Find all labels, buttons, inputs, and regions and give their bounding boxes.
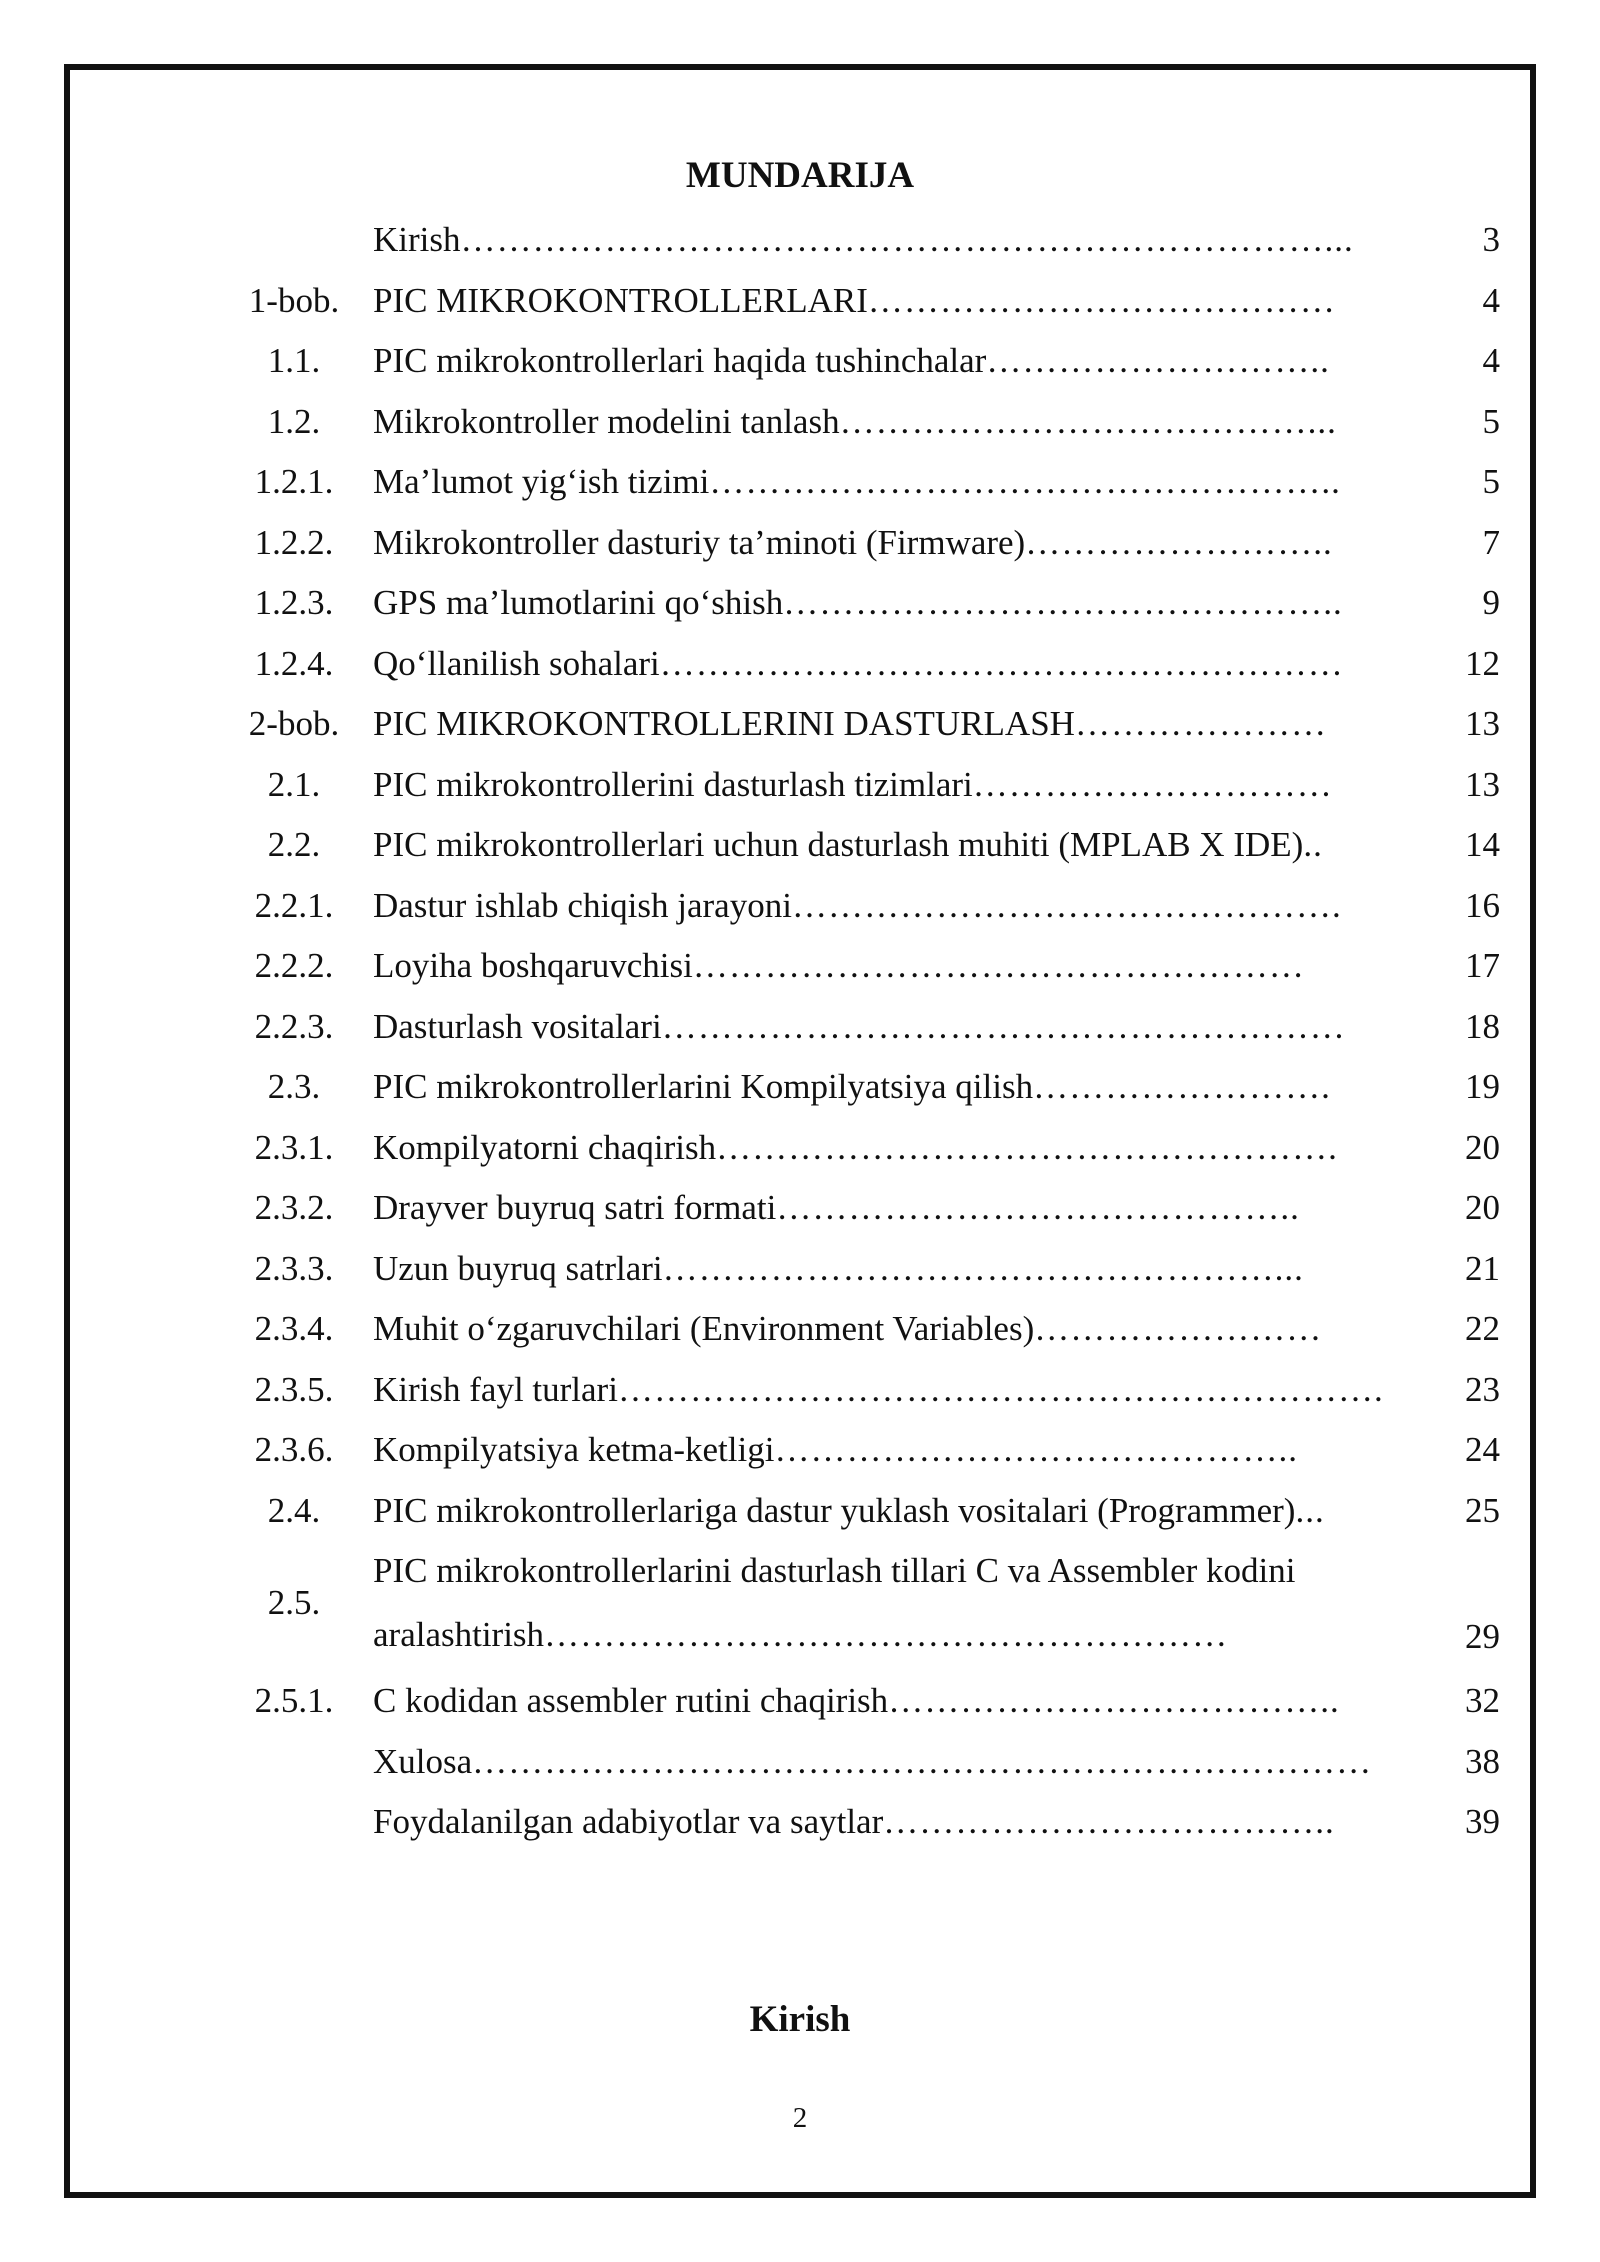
toc-entry-number: 2.3.2. — [254, 1188, 334, 1227]
toc-entry-page: 20 — [1465, 1188, 1500, 1227]
table-of-contents — [0, 210, 1600, 1853]
toc-leader-dots: ……………………………………………... — [662, 1248, 1304, 1288]
toc-entry — [0, 452, 1600, 513]
toc-entry — [0, 392, 1600, 453]
toc-entry — [0, 513, 1600, 574]
toc-entry-number: 2.3.4. — [254, 1309, 334, 1348]
toc-leader-dots: ……………………………….. — [883, 1802, 1335, 1841]
toc-entry-number: 2.3. — [267, 1067, 321, 1106]
toc-entry — [0, 331, 1600, 392]
toc-entry — [0, 1360, 1600, 1421]
toc-entry-title: Loyiha boshqaruvchisi — [373, 946, 693, 985]
toc-leader-dots: ……………………. — [1033, 1067, 1331, 1106]
toc-entry-number: 2.2.1. — [254, 885, 334, 925]
toc-entry-text — [373, 1420, 1403, 1480]
toc-entry-page: 16 — [1465, 885, 1500, 925]
toc-entry-page: 38 — [1465, 1741, 1500, 1781]
toc-entry-number: 1.2.2. — [254, 522, 334, 562]
toc-entry-text — [373, 452, 1403, 512]
toc-entry-page: 18 — [1465, 1006, 1500, 1046]
toc-entry-number: 2.3.5. — [254, 1369, 334, 1409]
toc-entry-text — [373, 694, 1403, 754]
toc-leader-dots: ………………………………… — [867, 280, 1336, 320]
toc-entry-page: 4 — [1482, 280, 1500, 320]
toc-entry-text — [373, 1178, 1403, 1238]
toc-entry-text — [373, 1732, 1403, 1792]
toc-leader-dots: ……………………………………….. — [783, 583, 1343, 622]
toc-entry-number: 2.3.1. — [254, 1127, 334, 1167]
toc-entry-title: PIC MIKROKONTROLLERINI DASTURLASH — [373, 704, 1075, 743]
toc-entry-title: PIC mikrokontrollerini dasturlash tizimlari — [373, 764, 973, 804]
toc-entry-number: 1.2.1. — [254, 462, 334, 501]
toc-leader-dots: ………………… — [1074, 704, 1327, 743]
toc-entry-page: 17 — [1465, 946, 1500, 985]
toc-entry — [0, 755, 1600, 816]
toc-leader-dots: …………………………………... — [839, 401, 1337, 441]
toc-entry-title: PIC mikrokontrollerlarini Kompilyatsiya qilish — [373, 1067, 1034, 1106]
toc-leader-dots: …………………………………….. — [774, 1430, 1298, 1469]
toc-entry-page: 22 — [1465, 1309, 1500, 1348]
toc-entry — [0, 1481, 1600, 1542]
toc-leader-dots: ………………………………………………………………... — [460, 220, 1354, 259]
toc-entry — [0, 876, 1600, 937]
toc-entry-page: 21 — [1465, 1248, 1500, 1288]
toc-entry — [0, 936, 1600, 997]
toc-entry — [0, 1057, 1600, 1118]
toc-entry-page: 13 — [1465, 764, 1500, 804]
toc-entry-text — [373, 1118, 1403, 1178]
toc-entry-page: 20 — [1465, 1127, 1500, 1167]
toc-entry-page: 25 — [1465, 1490, 1500, 1530]
toc-leader-dots: ………………………………………………… — [661, 1006, 1346, 1046]
toc-entry-title: Ma’lumot yig‘ish tizimi — [373, 462, 710, 501]
toc-entry-title: Dasturlash vositalari — [373, 1006, 662, 1046]
toc-entry-page: 7 — [1482, 522, 1500, 562]
toc-leader-dots: …………………… — [1034, 1309, 1323, 1348]
toc-entry-number: 2.2. — [267, 825, 321, 864]
toc-entry — [0, 1299, 1600, 1360]
toc-entry-page: 5 — [1482, 401, 1500, 441]
toc-entry-title: PIC MIKROKONTROLLERLARI — [373, 280, 868, 320]
toc-entry-page: 3 — [1482, 220, 1500, 259]
toc-entry-number: 1.2. — [267, 401, 321, 441]
toc-entry-page: 24 — [1465, 1430, 1500, 1469]
toc-entry — [0, 1239, 1600, 1300]
toc-entry-text — [373, 1671, 1403, 1731]
toc-entry-number: 2.2.2. — [254, 946, 334, 985]
toc-entry-number: 1.1. — [267, 341, 321, 380]
toc-entry — [0, 271, 1600, 332]
toc-leader-dots: …………………………………………… — [692, 946, 1305, 985]
toc-leader-dots: ………………………………………………… — [659, 643, 1344, 683]
toc-entry-page: 39 — [1465, 1802, 1500, 1841]
toc-entry-title: PIC mikrokontrollerlarini dasturlash tillari C va Assembler kodini — [373, 1551, 1296, 1590]
toc-entry-title: Kompilyatorni chaqirish — [373, 1127, 717, 1167]
toc-entry-title: Kirish — [373, 220, 461, 259]
toc-entry-number: 1.2.3. — [254, 583, 334, 622]
toc-entry-title: Foydalanilgan adabiyotlar va saytlar — [373, 1802, 884, 1841]
toc-entry — [0, 1420, 1600, 1481]
toc-entry-number: 2.5. — [267, 1583, 321, 1622]
toc-entry — [0, 997, 1600, 1058]
toc-entry — [0, 634, 1600, 695]
toc-entry-page: 19 — [1465, 1067, 1500, 1106]
toc-entry-text — [373, 1792, 1403, 1852]
toc-entry-text — [373, 1057, 1403, 1117]
toc-leader-dots: ………………………………………………… — [544, 1615, 1229, 1654]
toc-entry-page: 29 — [1465, 1617, 1500, 1656]
toc-entry-text — [373, 997, 1403, 1057]
toc-entry-title-line2: aralashtirish — [373, 1615, 545, 1654]
toc-leader-dots: …………………….. — [1025, 522, 1333, 562]
toc-entry — [0, 1178, 1600, 1239]
toc-entry-page: 4 — [1482, 341, 1500, 380]
toc-entry-title: Mikrokontroller dasturiy ta’minoti (Firmware) — [373, 522, 1026, 562]
toc-entry-text — [373, 392, 1403, 452]
toc-entry-title: PIC mikrokontrollerlari uchun dasturlash muhiti (MPLAB X IDE) — [373, 825, 1304, 864]
toc-leader-dots: ……………………………….. — [888, 1681, 1340, 1720]
toc-entry — [0, 694, 1600, 755]
toc-entry-text — [373, 1541, 1403, 1665]
toc-entry-text — [373, 331, 1403, 391]
toc-entry-number: 2.3.6. — [254, 1430, 334, 1469]
toc-leader-dots: ……………………………………………. — [716, 1127, 1338, 1167]
toc-entry-number: 1.2.4. — [254, 643, 334, 683]
toc-entry-text — [373, 1360, 1403, 1420]
toc-entry-page: 14 — [1465, 825, 1500, 864]
toc-entry-page: 12 — [1465, 643, 1500, 683]
toc-leader-dots: .. — [1303, 825, 1323, 864]
toc-entry — [0, 1671, 1600, 1732]
toc-entry-text — [373, 271, 1403, 331]
toc-entry-page: 32 — [1465, 1681, 1500, 1720]
toc-leader-dots: …………………………………………….. — [709, 462, 1341, 501]
toc-leader-dots: ……………………….. — [986, 341, 1330, 380]
toc-entry-title: Qo‘llanilish sohalari — [373, 643, 660, 683]
toc-entry-title-continued — [373, 1605, 1403, 1665]
toc-entry-title: Xulosa — [373, 1741, 473, 1781]
toc-entry-text — [373, 634, 1403, 694]
toc-entry-text — [373, 210, 1403, 270]
toc-entry — [0, 1792, 1600, 1853]
toc-entry-title: Muhit o‘zgaruvchilari (Environment Variables) — [373, 1309, 1035, 1348]
toc-title: MUNDARIJA — [685, 155, 915, 196]
toc-leader-dots: ………………………………………………………………… — [472, 1741, 1373, 1781]
toc-entry-number: 2.3.3. — [254, 1248, 334, 1288]
toc-entry-title: PIC mikrokontrollerlariga dastur yuklash vositalari (Programmer) — [373, 1490, 1296, 1530]
toc-entry — [0, 1118, 1600, 1179]
toc-entry-title: C kodidan assembler rutini chaqirish — [373, 1681, 889, 1720]
page-number: 2 — [792, 2102, 808, 2134]
toc-leader-dots: ………………………… — [972, 764, 1333, 804]
toc-entry — [0, 815, 1600, 876]
toc-entry-title: Kirish fayl turlari — [373, 1369, 618, 1409]
toc-entry-number: 2.5.1. — [254, 1681, 334, 1720]
toc-entry-text — [373, 1481, 1403, 1541]
toc-entry — [0, 1732, 1600, 1793]
toc-entry-number: 2.4. — [267, 1490, 321, 1530]
toc-entry-text — [373, 876, 1403, 936]
toc-entry-title: Kompilyatsiya ketma-ketligi — [373, 1430, 775, 1469]
section-heading: Kirish — [749, 1999, 851, 2040]
toc-entry-number: 2.1. — [267, 764, 321, 804]
toc-entry-title: PIC mikrokontrollerlari haqida tushinchalar — [373, 341, 987, 380]
toc-entry-title: Mikrokontroller modelini tanlash — [373, 401, 840, 441]
toc-leader-dots: ………………………………………………………. — [617, 1369, 1384, 1409]
toc-entry-text — [373, 573, 1403, 633]
toc-entry — [0, 210, 1600, 271]
toc-entry-text — [373, 513, 1403, 573]
toc-entry-text — [373, 755, 1403, 815]
toc-leader-dots: ………………………………………. — [791, 885, 1342, 925]
toc-entry-page: 23 — [1465, 1369, 1500, 1409]
toc-entry-number: 2.2.3. — [254, 1006, 334, 1046]
toc-entry-page: 5 — [1482, 462, 1500, 501]
toc-leader-dots: ... — [1295, 1490, 1325, 1530]
toc-entry-title: Uzun buyruq satrlari — [373, 1248, 663, 1288]
toc-entry — [0, 1541, 1600, 1671]
toc-entry-title: Dastur ishlab chiqish jarayoni — [373, 885, 792, 925]
toc-entry-text — [373, 1239, 1403, 1299]
toc-entry-page: 9 — [1482, 583, 1500, 622]
toc-entry-number: 2-bob. — [248, 704, 340, 743]
toc-entry-text — [373, 815, 1403, 875]
toc-entry — [0, 573, 1600, 634]
toc-entry-title: Drayver buyruq satri formati — [373, 1188, 777, 1227]
toc-entry-text — [373, 1299, 1403, 1359]
toc-entry-title: GPS ma’lumotlarini qo‘shish — [373, 583, 784, 622]
toc-entry-page: 13 — [1465, 704, 1500, 743]
toc-entry-text — [373, 936, 1403, 996]
toc-leader-dots: …………………………………….. — [776, 1188, 1300, 1227]
toc-entry-number: 1-bob. — [248, 280, 340, 320]
